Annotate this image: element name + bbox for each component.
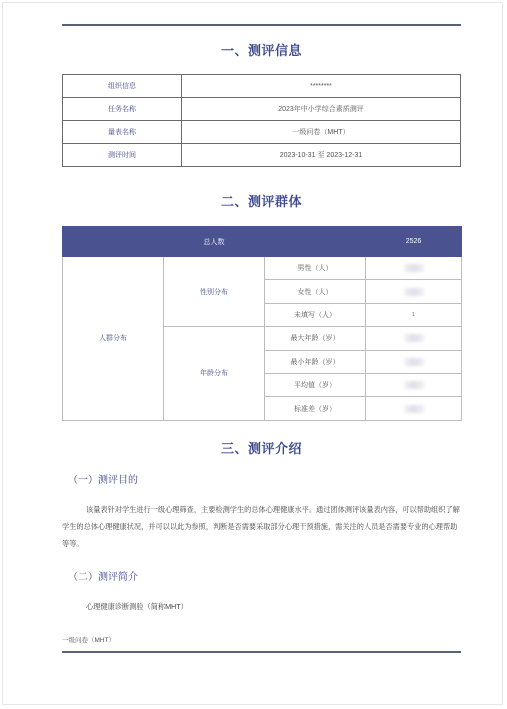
info-key: 任务名称 <box>63 98 182 121</box>
info-row <box>63 121 461 144</box>
info-value: 2023年中小学综合素质测评 <box>182 98 461 121</box>
redacted-value <box>404 358 424 366</box>
table-row <box>63 257 462 280</box>
intro-text: 心理健康诊断测验（简称MHT） <box>86 602 188 611</box>
age-item: 最大年龄（岁） <box>265 327 366 350</box>
age-value <box>366 327 462 350</box>
age-item: 标准差（岁） <box>265 397 366 420</box>
redacted-value <box>404 405 424 413</box>
redacted-value <box>404 264 424 272</box>
gender-value-text: 1 <box>412 312 415 319</box>
footer-label: 一级问卷（MHT） <box>62 637 116 644</box>
gender-label: 性别分布 <box>164 257 265 327</box>
gender-value <box>366 303 462 326</box>
gender-item: 未填写（人） <box>265 303 366 326</box>
top-rule <box>62 24 461 26</box>
section-title-intro: 三、测评介绍 <box>220 441 302 456</box>
gender-item: 男性（人） <box>265 257 366 280</box>
group-label: 人群分布 <box>63 257 164 421</box>
redacted-value <box>404 334 424 342</box>
purpose-title: （一）测评目的 <box>68 475 138 486</box>
info-value: 一级问卷（MHT） <box>182 121 461 144</box>
info-key: 量表名称 <box>63 121 182 144</box>
total-label: 总人数 <box>63 227 366 257</box>
gender-value <box>366 257 462 280</box>
info-row <box>63 75 461 98</box>
gender-value <box>366 280 462 303</box>
section-title-info: 一、测评信息 <box>220 43 302 58</box>
age-item: 平均值（岁） <box>265 373 366 396</box>
redacted-value <box>404 288 424 296</box>
info-row <box>63 98 461 121</box>
info-table <box>62 74 461 167</box>
info-value: ******** <box>182 75 461 98</box>
group-table <box>62 226 462 421</box>
age-item: 最小年龄（岁） <box>265 350 366 373</box>
info-value: 2023-10-31 至 2023-12-31 <box>182 144 461 167</box>
info-key: 组织信息 <box>63 75 182 98</box>
bottom-rule <box>62 651 461 653</box>
purpose-text: 该量表针对学生进行一级心理筛查，主要检测学生的总体心理健康水平。通过团体测评该量表内容，可以帮助组织了解学生的总体心理健康状况，并可以以此为参照，判断是否需要采取部分心理干预措施，需关注的人员是否需要专业的心理帮助等等。 <box>62 505 460 548</box>
total-value: 2526 <box>366 227 462 257</box>
info-row <box>63 144 461 167</box>
age-label: 年龄分布 <box>164 327 265 421</box>
intro-title: （二）测评简介 <box>68 572 138 583</box>
redacted-value <box>404 381 424 389</box>
gender-item: 女性（人） <box>265 280 366 303</box>
section-title-group: 二、测评群体 <box>220 194 302 209</box>
info-key: 测评时间 <box>63 144 182 167</box>
group-header-row <box>63 227 462 257</box>
age-value <box>366 397 462 420</box>
age-value <box>366 350 462 373</box>
age-value <box>366 373 462 396</box>
